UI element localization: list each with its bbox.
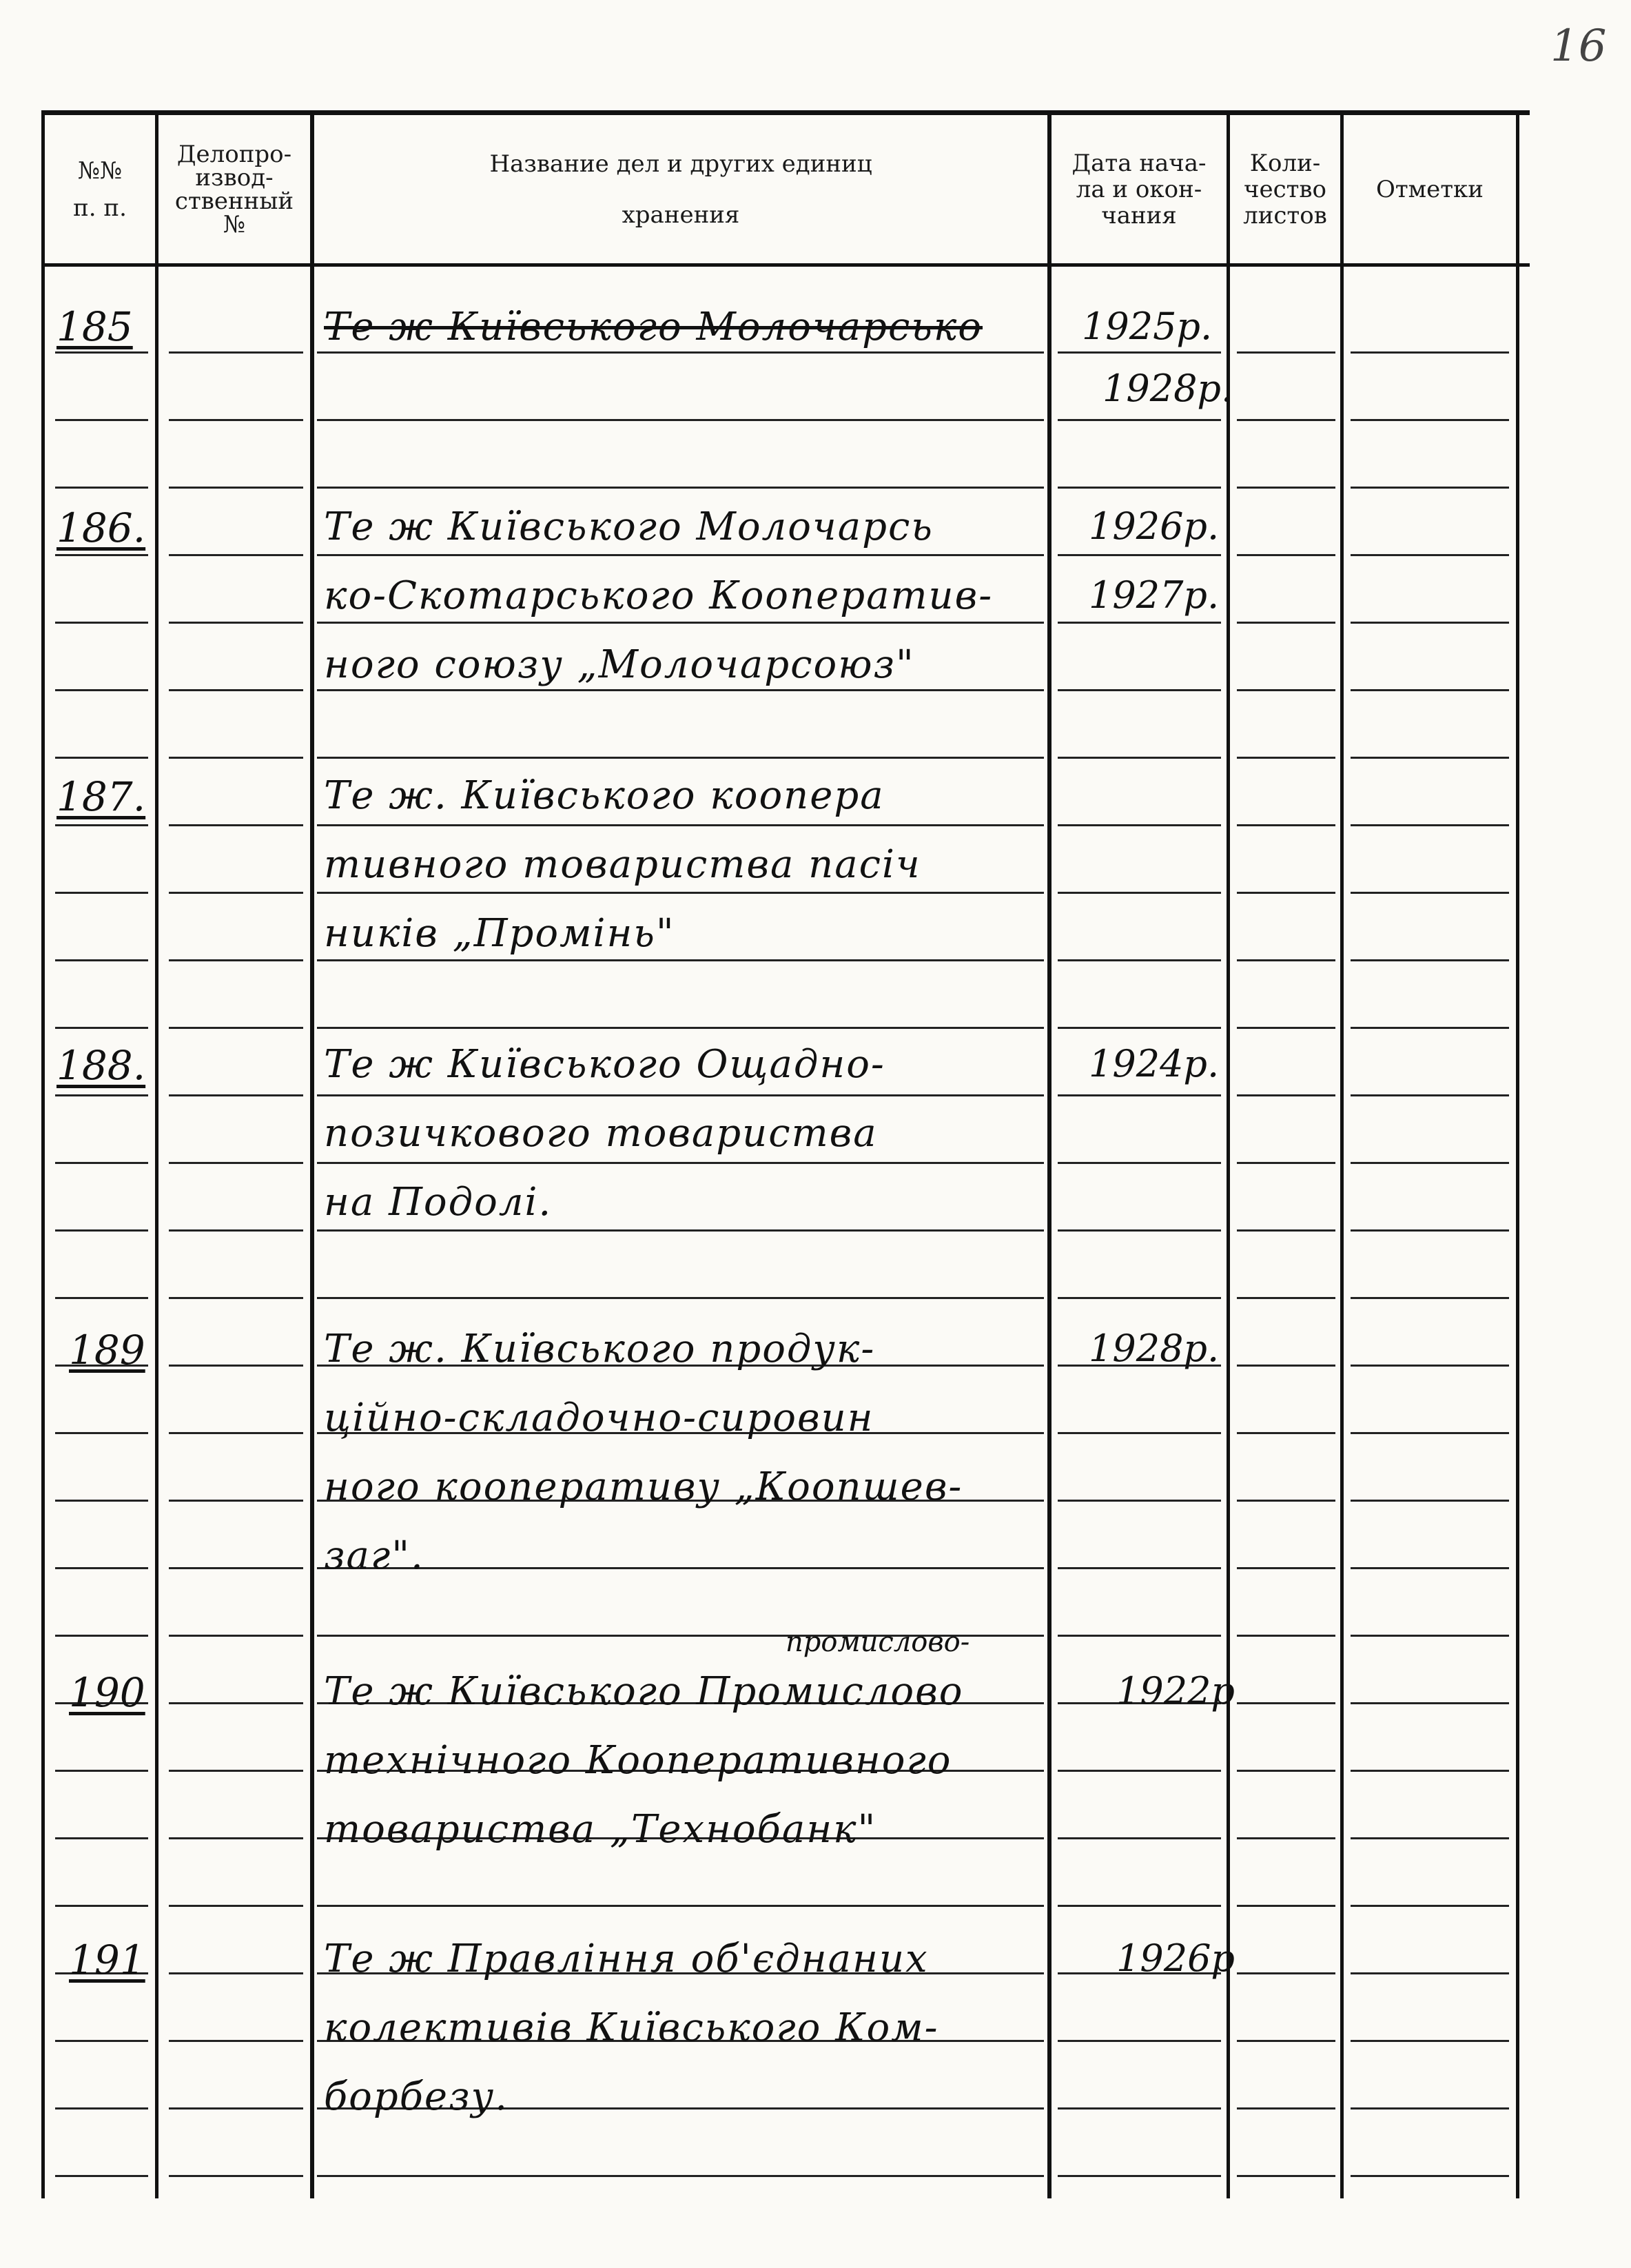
ruled-line bbox=[1237, 1500, 1335, 1502]
entry-date: 1928р. bbox=[1089, 1327, 1220, 1370]
ruled-line bbox=[1351, 1094, 1509, 1096]
ruled-line bbox=[55, 2175, 148, 2177]
entry-date: 1928р. bbox=[1102, 367, 1233, 410]
entry-title-line: Те ж Київського Ощадно- bbox=[324, 1042, 885, 1087]
ruled-line bbox=[169, 1702, 303, 1704]
ruled-line bbox=[1058, 1229, 1221, 1232]
ruled-line bbox=[55, 419, 148, 421]
header-col-dates: Дата нача- ла и окон- чания bbox=[1071, 150, 1207, 229]
ruled-line bbox=[55, 1297, 148, 1299]
ruled-line bbox=[1351, 689, 1509, 691]
entry-title-line: ників „Промінь" bbox=[324, 911, 675, 956]
ruled-line bbox=[1058, 1027, 1221, 1029]
ruled-line bbox=[1351, 1837, 1509, 1839]
entry-date: 1927р. bbox=[1089, 573, 1220, 617]
ruled-line bbox=[55, 959, 148, 961]
ruled-line bbox=[317, 1027, 1044, 1029]
ruled-line bbox=[1237, 1229, 1335, 1232]
table-top-border bbox=[41, 110, 1530, 115]
ruled-line bbox=[55, 1905, 148, 1907]
ruled-line bbox=[1237, 1770, 1335, 1772]
ruled-line bbox=[1351, 1027, 1509, 1029]
ruled-line bbox=[317, 1162, 1044, 1164]
ruled-line bbox=[169, 1229, 303, 1232]
ruled-line bbox=[1237, 959, 1335, 961]
ruled-line bbox=[169, 689, 303, 691]
ruled-line bbox=[1237, 1365, 1335, 1367]
ruled-line bbox=[1237, 892, 1335, 894]
entry-title-line: ційно-складочно-сировин bbox=[324, 1396, 874, 1440]
ruled-line bbox=[317, 959, 1044, 961]
ruled-line bbox=[55, 1770, 148, 1772]
entry-title-line: на Подолі. bbox=[324, 1180, 553, 1225]
entry-number: 185 bbox=[57, 303, 133, 350]
ruled-line bbox=[1237, 1702, 1335, 1704]
ruled-line bbox=[169, 1500, 303, 1502]
ruled-line bbox=[1351, 2107, 1509, 2109]
entry-title-line: ного союзу „Молочарсоюз" bbox=[324, 642, 915, 687]
ruled-line bbox=[169, 351, 303, 354]
ruled-line bbox=[169, 1162, 303, 1164]
column-divider bbox=[310, 110, 314, 2198]
column-divider bbox=[1047, 110, 1052, 2198]
ruled-line bbox=[1351, 1229, 1509, 1232]
ruled-line bbox=[1058, 959, 1221, 961]
ruled-line bbox=[1237, 622, 1335, 624]
ruled-line bbox=[1351, 554, 1509, 556]
ruled-line bbox=[55, 487, 148, 489]
ruled-line bbox=[1058, 892, 1221, 894]
ruled-line bbox=[1351, 622, 1509, 624]
ruled-line bbox=[1058, 757, 1221, 759]
ruled-line bbox=[169, 1027, 303, 1029]
ruled-line bbox=[55, 1567, 148, 1569]
ruled-line bbox=[55, 757, 148, 759]
entry-title-line: Те ж. Київського коопера bbox=[324, 773, 885, 818]
ruled-line bbox=[1058, 1297, 1221, 1299]
ruled-line bbox=[1237, 1094, 1335, 1096]
entry-title-line: Те ж Київського Промислово bbox=[324, 1669, 964, 1714]
ruled-line bbox=[1058, 351, 1221, 354]
ruled-line bbox=[1058, 824, 1221, 826]
ruled-line bbox=[1237, 1297, 1335, 1299]
ruled-line bbox=[55, 1432, 148, 1434]
ruled-line bbox=[1058, 2175, 1221, 2177]
ruled-line bbox=[317, 351, 1044, 354]
column-divider bbox=[1227, 110, 1230, 2198]
ruled-line bbox=[1351, 351, 1509, 354]
ruled-line bbox=[1058, 1770, 1221, 1772]
ruled-line bbox=[55, 1229, 148, 1232]
entry-title-line: ко-Скотарського Кооператив- bbox=[324, 573, 994, 618]
entry-date: 1926р. bbox=[1089, 504, 1220, 548]
ruled-line bbox=[1351, 1567, 1509, 1569]
ruled-line bbox=[1058, 1635, 1221, 1637]
ruled-line bbox=[1058, 1162, 1221, 1164]
ruled-line bbox=[1237, 1162, 1335, 1164]
ruled-line bbox=[1237, 824, 1335, 826]
ruled-line bbox=[55, 1635, 148, 1637]
entry-title-line: борбезу. bbox=[324, 2074, 509, 2119]
ruled-line bbox=[169, 1567, 303, 1569]
ruled-line bbox=[1351, 1905, 1509, 1907]
ruled-line bbox=[1237, 1432, 1335, 1434]
entry-title-line: технічного Кооперативного bbox=[324, 1738, 952, 1783]
ruled-line bbox=[169, 892, 303, 894]
ruled-line bbox=[1237, 757, 1335, 759]
ruled-line bbox=[169, 487, 303, 489]
ruled-line bbox=[317, 1905, 1044, 1907]
ruled-line bbox=[169, 1297, 303, 1299]
ruled-line bbox=[1351, 487, 1509, 489]
ruled-line bbox=[1237, 1837, 1335, 1839]
ruled-line bbox=[1351, 1297, 1509, 1299]
column-divider bbox=[41, 110, 45, 2198]
ruled-line bbox=[1058, 1094, 1221, 1096]
entry-date: 1924р. bbox=[1089, 1042, 1220, 1085]
entry-title-line: Те ж Правління об'єднаних bbox=[324, 1937, 929, 1981]
ruled-line bbox=[1351, 1702, 1509, 1704]
ruled-line bbox=[1058, 1432, 1221, 1434]
entry-title-line: колективів Київського Ком- bbox=[324, 2005, 939, 2050]
entry-title-line: ного кооперативу „Коопшев- bbox=[324, 1464, 963, 1509]
ruled-line bbox=[1237, 689, 1335, 691]
ruled-line bbox=[1351, 1770, 1509, 1772]
ruled-line bbox=[55, 1837, 148, 1839]
ruled-line bbox=[169, 824, 303, 826]
inventory-sheet bbox=[41, 110, 1530, 2198]
ruled-line bbox=[1237, 1027, 1335, 1029]
ruled-line bbox=[1058, 689, 1221, 691]
ruled-line bbox=[317, 824, 1044, 826]
ruled-line bbox=[317, 622, 1044, 624]
ruled-line bbox=[1351, 419, 1509, 421]
ruled-line bbox=[169, 1837, 303, 1839]
ruled-line bbox=[1237, 2175, 1335, 2177]
ruled-line bbox=[1351, 1365, 1509, 1367]
entry-title-line: позичкового товариства bbox=[324, 1111, 878, 1156]
ruled-line bbox=[317, 1567, 1044, 1569]
ruled-line bbox=[1351, 959, 1509, 961]
ruled-line bbox=[1237, 1567, 1335, 1569]
ruled-line bbox=[317, 1297, 1044, 1299]
ruled-line bbox=[55, 824, 148, 826]
ruled-line bbox=[1237, 351, 1335, 354]
header-bottom-border bbox=[41, 263, 1530, 267]
ruled-line bbox=[55, 1094, 148, 1096]
ruled-line bbox=[1058, 1567, 1221, 1569]
header-col-notes: Отметки bbox=[1376, 176, 1484, 203]
ruled-line bbox=[169, 2175, 303, 2177]
ruled-line bbox=[1237, 2107, 1335, 2109]
ruled-line bbox=[1351, 1500, 1509, 1502]
header-col-number: №№ п. п. bbox=[73, 157, 127, 222]
ruled-line bbox=[1237, 1635, 1335, 1637]
entry-date: 1922р bbox=[1116, 1669, 1235, 1713]
ruled-line bbox=[317, 892, 1044, 894]
ruled-line bbox=[1237, 1905, 1335, 1907]
ruled-line bbox=[55, 892, 148, 894]
ruled-line bbox=[169, 622, 303, 624]
ruled-line bbox=[169, 757, 303, 759]
ruled-line bbox=[1058, 554, 1221, 556]
ruled-line bbox=[55, 1162, 148, 1164]
ruled-line bbox=[1237, 487, 1335, 489]
entry-insertion: промислово- bbox=[786, 1626, 970, 1658]
entry-title-line: тивного товариства пасіч bbox=[324, 842, 921, 887]
ruled-line bbox=[55, 1500, 148, 1502]
ruled-line bbox=[169, 1432, 303, 1434]
entry-date: 1926р bbox=[1116, 1937, 1235, 1980]
ruled-line bbox=[1058, 1837, 1221, 1839]
entry-title-line: товариства „Технобанк" bbox=[324, 1807, 877, 1852]
ruled-line bbox=[169, 419, 303, 421]
ruled-line bbox=[317, 757, 1044, 759]
ruled-line bbox=[55, 554, 148, 556]
ruled-line bbox=[55, 2107, 148, 2109]
ruled-line bbox=[317, 689, 1044, 691]
entry-title-line: заг". bbox=[324, 1533, 424, 1578]
ruled-line bbox=[1351, 2040, 1509, 2042]
ruled-line bbox=[169, 1635, 303, 1637]
entry-number: 186. bbox=[57, 504, 146, 551]
column-divider bbox=[1516, 110, 1519, 2198]
ruled-line bbox=[169, 1094, 303, 1096]
ruled-line bbox=[317, 419, 1044, 421]
ruled-line bbox=[1351, 757, 1509, 759]
header-col-title: Название дел и других единиц хранения bbox=[489, 150, 872, 229]
entry-number: 190 bbox=[69, 1669, 145, 1716]
entry-number: 189 bbox=[69, 1327, 145, 1373]
ruled-line bbox=[55, 351, 148, 354]
entry-number: 187. bbox=[57, 773, 146, 820]
entry-title-line: Те ж Київського Молочарсь bbox=[324, 504, 934, 549]
header-col-sheet-count: Коли- чество листов bbox=[1243, 150, 1327, 229]
ruled-line bbox=[317, 1094, 1044, 1096]
ruled-line bbox=[1351, 1432, 1509, 1434]
ruled-line bbox=[1351, 892, 1509, 894]
ruled-line bbox=[169, 2107, 303, 2109]
ruled-line bbox=[169, 1770, 303, 1772]
ruled-line bbox=[169, 1972, 303, 1974]
column-divider bbox=[1340, 110, 1344, 2198]
ruled-line bbox=[1237, 554, 1335, 556]
ruled-line bbox=[55, 2040, 148, 2042]
entry-number: 188. bbox=[57, 1042, 146, 1089]
entry-number: 191 bbox=[69, 1937, 145, 1983]
ruled-line bbox=[169, 959, 303, 961]
entry-title-line: Те ж Київського Молочарсько bbox=[324, 305, 983, 349]
ruled-line bbox=[55, 622, 148, 624]
ruled-line bbox=[55, 689, 148, 691]
ruled-line bbox=[1058, 2040, 1221, 2042]
column-divider bbox=[155, 110, 158, 2198]
header-col-office-number: Делопро- извод- ственный № bbox=[174, 141, 294, 238]
ruled-line bbox=[1058, 2107, 1221, 2109]
ruled-line bbox=[1237, 1972, 1335, 1974]
ruled-line bbox=[1351, 1635, 1509, 1637]
entry-title-line: Те ж. Київського продук- bbox=[324, 1327, 876, 1371]
ruled-line bbox=[1351, 1162, 1509, 1164]
ruled-line bbox=[317, 487, 1044, 489]
ruled-line bbox=[169, 1365, 303, 1367]
ruled-line bbox=[169, 2040, 303, 2042]
ruled-line bbox=[317, 2175, 1044, 2177]
ruled-line bbox=[1058, 1905, 1221, 1907]
ruled-line bbox=[1058, 419, 1221, 421]
ruled-line bbox=[317, 554, 1044, 556]
ruled-line bbox=[55, 1027, 148, 1029]
ruled-line bbox=[1351, 1972, 1509, 1974]
ruled-line bbox=[169, 1905, 303, 1907]
ruled-line bbox=[1237, 419, 1335, 421]
ruled-line bbox=[1058, 1500, 1221, 1502]
entry-date: 1925р. bbox=[1082, 305, 1213, 348]
ruled-line bbox=[1058, 487, 1221, 489]
ruled-line bbox=[1058, 622, 1221, 624]
ruled-line bbox=[1351, 824, 1509, 826]
ruled-line bbox=[169, 554, 303, 556]
page-number: 16 bbox=[1550, 21, 1607, 72]
ruled-line bbox=[1237, 2040, 1335, 2042]
ruled-line bbox=[1351, 2175, 1509, 2177]
ruled-line bbox=[317, 1229, 1044, 1232]
